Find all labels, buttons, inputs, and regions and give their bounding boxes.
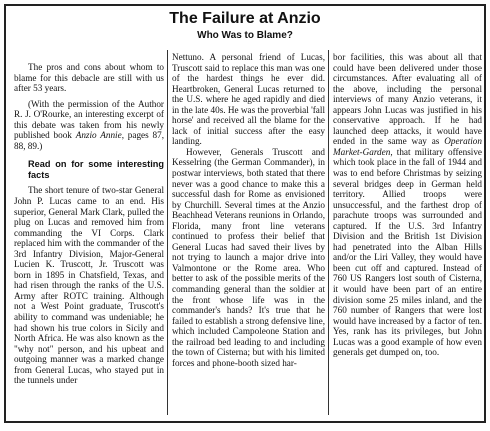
body-text: bor facilities, this was about all that could have been delivered under those circumstances. After evaluating all of the above, including the personal interviews of many Anzio veterans, it appears John Lucas was justified in his conservative approach. If he had launched deep attacks, it would have ended in the same way as (333, 52, 482, 147)
intro-paragraph: The pros and cons about whom to blame for this debacle are still with us after 53 years. (14, 62, 164, 94)
permission-pages: , pages 87, 88, 89.) (14, 130, 164, 151)
article-page (4, 4, 486, 423)
section-heading: Read on for some interesting facts (28, 159, 164, 180)
body-paragraph: Nettuno. A personal friend of Lucas, Truscott said to replace this man was one of the hardest things he ever did. Heartbroken, General Lucas returned to the U.S. where he aged rapidly and died in the late 40s. He was the proverbial 'fall horse' and received all the blame for the lack of initial success after the easy landing. (172, 52, 325, 147)
article-column-1 (14, 62, 164, 417)
body-paragraph: The short tenure of two-star General John P. Lucas came to an end. His superior, General Mark Clark, pulled the plug on Lucas and removed him from commanding the VI Corps. Clark replaced him with the commander of the 3rd Infantry Division, Major-General Lucien K. Truscott, Jr. Truscott was born in 1895 in Chatsfield, Texas, and had risen through the ranks of the U.S. Army after ROTC training. Although not a West Point graduate, Truscott's ability to command was undeniable; he had shown his true colors in Sicily and North Africa. He was also known as the "why not" person, and his upbeat and outgoing manner was a marked change from General Lucas, who stayed put in the tunnels under (14, 185, 164, 386)
article-column-2 (172, 52, 325, 417)
permission-text: (With the permission of the Author R. J. O'Rourke, an interesting excerpt of this debate was taken from his newly published book (14, 98, 164, 141)
column-divider (328, 50, 329, 415)
body-paragraph (333, 52, 482, 358)
body-paragraph: However, Generals Truscott and Kesselring (the German Commander), in postwar interviews, both stated that there never was a good chance to make this a successful dash for Rome as envisioned by Churchill. Several times at the Anzio Beachhead Veterans reunions in Orlando, Florida, many front line veterans continued to profess their belief that General Lucas had saved their lives by not trying to launch a major drive into Valmontone or the Rome area. Who better to ask of the possible merits of the commanding general than the soldier at the front whose life was in the commander's hands? It's true that he failed to establish a strong defensive line, which included Campoleone Station and the railroad bed leading to and including the town of Cisterna; but with his limited forces and phone-booth sized har- (172, 146, 325, 368)
operation-name: Operation Market-Garden (333, 136, 482, 157)
article-column-3 (333, 52, 482, 417)
article-title: The Failure at Anzio (169, 10, 321, 27)
permission-paragraph (14, 99, 164, 152)
book-title: Anzio Annie (75, 130, 122, 141)
article-subtitle: Who Was to Blame? (197, 30, 293, 41)
column-divider (167, 50, 168, 415)
body-text: , that military offensive which took place in the fall of 1944 and was to end before Christmas by seizing several bridges deep in German held territory. Allied troops were unsuccessful, and the farthest drop of parachute troops was surrounded and captured. If the U.S. 3rd Infantry Division and the British 1st Division had penetrated into the Alban Hills and/or the Liri Valley, they would have been cut off and captured. Instead of 760 US Rangers lost south of Cisterna, it would have been part of an entire division some 25 miles inland, and the 760 number of Rangers that were lost would have increased by a factor of ten. Yes, rank has its privileges, but John Lucas was a good example of how even generals get dumped on, too. (333, 146, 482, 358)
